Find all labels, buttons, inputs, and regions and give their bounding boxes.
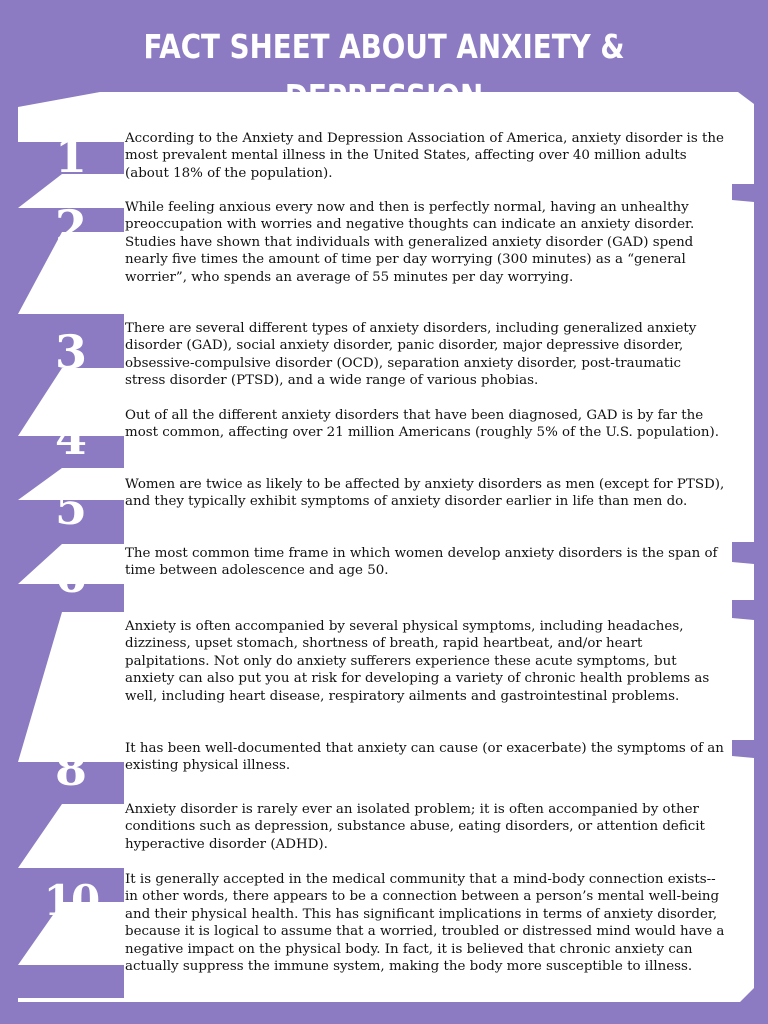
fact-number-1: 1 bbox=[54, 129, 87, 183]
fact-text-3: There are several different types of anxiety disorders, including generalized anxiety disorder (GAD), social anxiety disorder, panic disorder, major depressive disorder, obsessive-compulsive disorder (OCD), separation anxiety disorder, post-traumatic stress disorder (PTSD), and a wide range of various phobias. bbox=[125, 321, 697, 389]
fact-number-2: 2 bbox=[54, 200, 87, 254]
fact-number-9: 9 bbox=[54, 804, 87, 858]
fact-number-3: 3 bbox=[54, 325, 87, 379]
fact-number-4: 4 bbox=[54, 411, 87, 465]
fact-number-5: 5 bbox=[54, 481, 87, 535]
fact-text-9: Anxiety disorder is rarely ever an isolated problem; it is often accompanied by other conditions such as depression, substance abuse, eating disorders, or attention deficit hyperactive disorder (ADHD). bbox=[125, 802, 705, 852]
fact-number-10: 10 bbox=[43, 876, 99, 925]
fact-text-6: The most common time frame in which women develop anxiety disorders is the span of time between adolescence and age 50. bbox=[125, 546, 718, 579]
page-title: FACT SHEET ABOUT ANXIETY & bbox=[143, 27, 625, 66]
fact-number-8: 8 bbox=[54, 742, 87, 796]
fact-text-7: Anxiety is often accompanied by several physical symptoms, including headaches, dizziness, upset stomach, shortness of breath, rapid heartbeat, and/or heart palpitations. Not only do anxiety sufferers experience these acute symptoms, but anxiety can also put you at risk for developing a variety of chronic health problems as well, including heart disease, respiratory ailments and gastrointestinal problems. bbox=[125, 619, 710, 704]
fact-number-7: 7 bbox=[54, 620, 87, 674]
fact-number-6: 6 bbox=[54, 549, 87, 603]
fact-text-4: Out of all the different anxiety disorders that have been diagnosed, GAD is by far the most common, affecting over 21 million Americans (roughly 5% of the U.S. population). bbox=[125, 408, 719, 441]
fact-text-8: It has been well-documented that anxiety can cause (or exacerbate) the symptoms of an existing physical illness. bbox=[125, 741, 724, 774]
fact-text-10: It is generally accepted in the medical community that a mind-body connection exists--in other words, there appears to be a connection between a person’s mental well-being and their physical health. This has significant implications in terms of anxiety disorder, because it is logical to assume that a worried, troubled or distressed mind would have a negative impact on the physical body. In fact, it is believed that chronic anxiety can actually suppress the immune system, making the body more susceptible to illness. bbox=[125, 872, 725, 975]
fact-text-5: Women are twice as likely to be affected by anxiety disorders as men (except for PTSD), and they typically exhibit symptoms of anxiety disorder earlier in life than men do. bbox=[125, 477, 725, 510]
fact-text-1: According to the Anxiety and Depression Association of America, anxiety disorder is the most prevalent mental illness in the United States, affecting over 40 million adults (about 18% of the population). bbox=[125, 131, 724, 181]
fact-sheet bbox=[18, 92, 756, 1002]
fact-text-2: While feeling anxious every now and then is perfectly normal, having an unhealthy preoccupation with worries and negative thoughts can indicate an anxiety disorder. Studies have shown that individuals with generalized anxiety disorder (GAD) spend nearly five times the amount of time per day worrying (300 minutes) as a “general worrier”, who spends an average of 55 minutes per day worrying. bbox=[125, 200, 695, 285]
